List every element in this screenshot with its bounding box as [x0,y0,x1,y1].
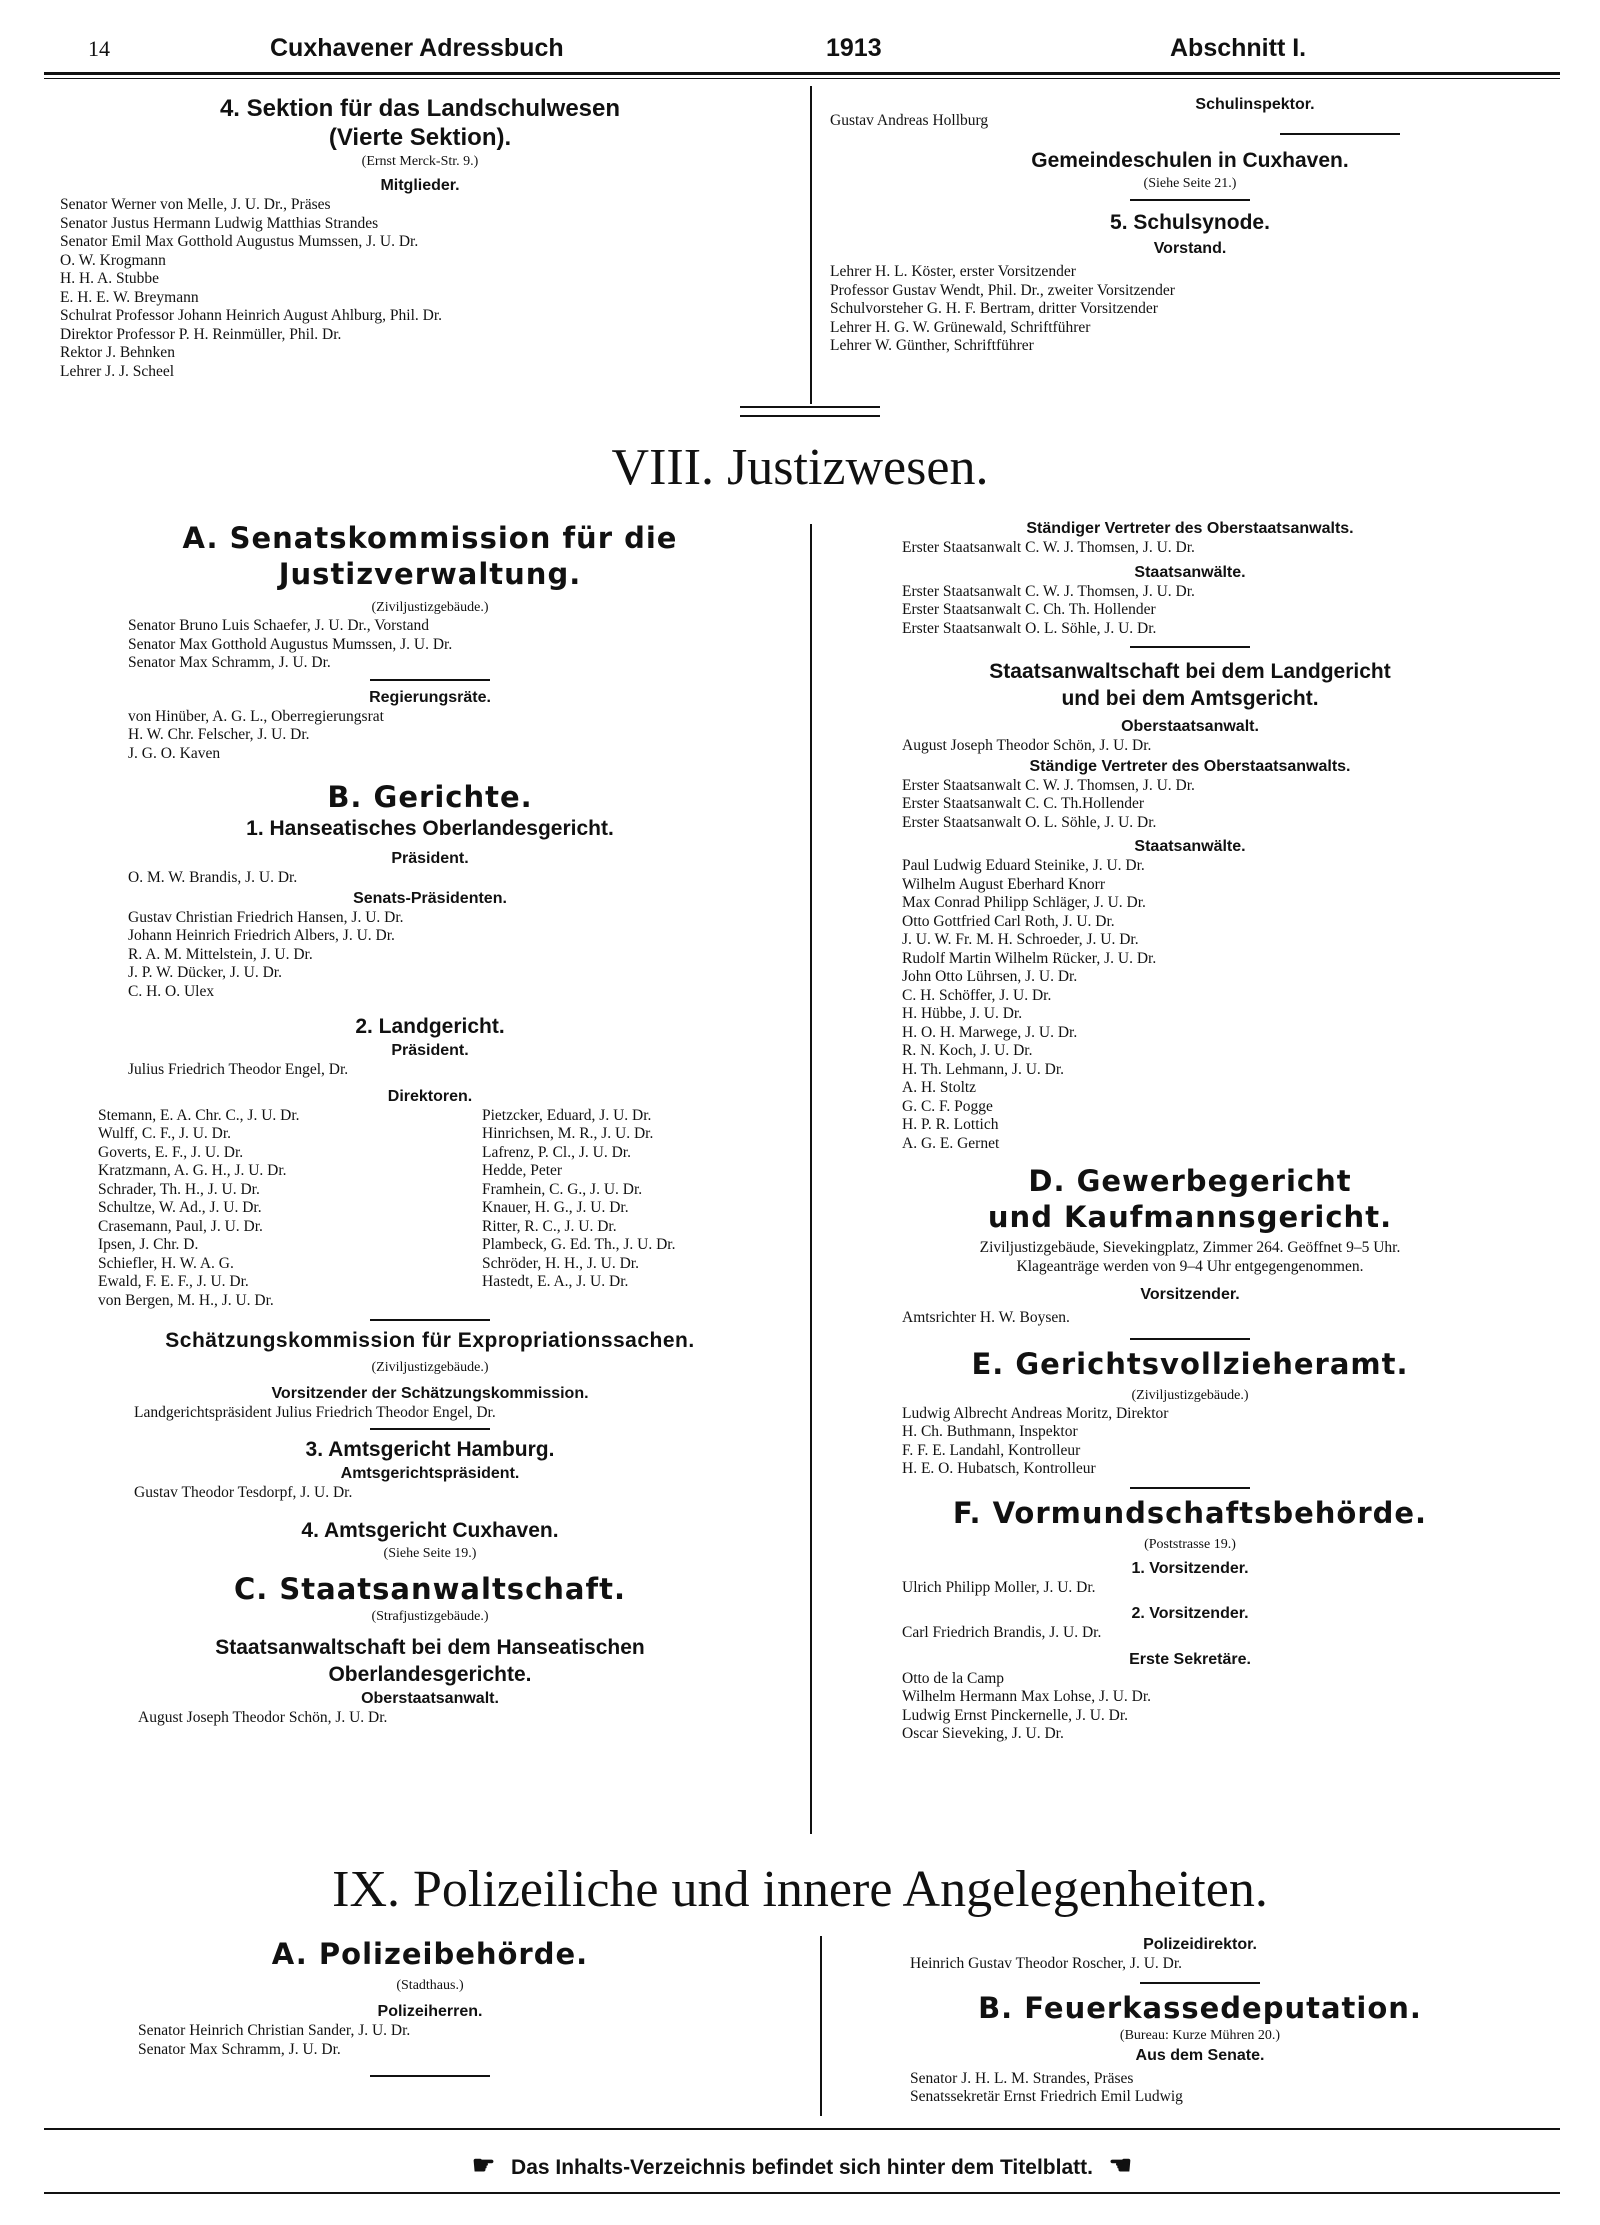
schaetzungskommission-title: Schätzungskommission für Expropriationssachen. [165,1328,695,1352]
direktor-item: Schultze, W. Ad., J. U. Dr. [98,1199,262,1216]
ix-left-column [60,1936,800,2083]
senatspraesident-item: C. H. O. Ulex [128,982,215,1000]
column-divider [810,86,812,404]
direktor-item: Hedde, Peter [482,1162,563,1179]
member-item: Schulrat Professor Johann Heinrich August Ahlburg, Phil. Dr. [60,307,443,324]
staendiger-vertreter-label: Ständiger Vertreter des Oberstaatsanwalts. [1026,520,1354,537]
column-divider [820,1936,822,2116]
polizeiherr-item: Senator Max Schramm, J. U. Dr. [138,2040,341,2058]
staatsanwalt-item: John Otto Lührsen, J. U. Dr. [902,968,1078,985]
direktor-item: Wulff, C. F., J. U. Dr. [98,1125,232,1142]
staatsanwalt-item: Erster Staatsanwalt C. Ch. Th. Hollender [902,601,1156,618]
footer-text: Das Inhalts-Verzeichnis befindet sich hinter dem Titelblatt. [511,2156,1093,2179]
senatskommission-note: (Ziviljustizgebäude.) [371,600,489,615]
vorstand-label: Vorstand. [1153,240,1227,257]
direktor-item: Ewald, F. E. F., J. U. Dr. [98,1273,249,1290]
lg-praesident: Julius Friedrich Theodor Engel, Dr. [128,1061,349,1078]
sa-olg-title: Staatsanwaltschaft bei dem Hanseatischen [215,1635,645,1659]
direktoren-label: Direktoren. [387,1087,473,1105]
direktor-item: Schiefler, H. W. A. G. [98,1254,234,1272]
vormundschaftsbehoerde-title: F. Vormundschaftsbehörde. [952,1495,1428,1530]
separator [1130,1338,1250,1340]
separator [1140,1982,1260,1984]
separator [370,2075,490,2077]
vorstand-item: Lehrer W. Günther, Schriftführer [830,337,1034,354]
sektion-4-address: (Ernst Merck-Str. 9.) [361,154,479,169]
polizeiherren-label: Polizeiherren. [377,2003,483,2020]
sekretaer-item: Oscar Sieveking, J. U. Dr. [902,1725,1064,1742]
staatsanwalt-item: Max Conrad Philipp Schläger, J. U. Dr. [902,894,1146,911]
direktor-item: Schrader, Th. H., J. U. Dr. [98,1180,260,1198]
amtsgericht-cuxhaven-title: 4. Amtsgericht Cuxhaven. [301,1518,559,1542]
schulsynode-title: 5. Schulsynode. [1110,211,1270,234]
page-footer [44,2138,1560,2188]
sekretaer-item: Ludwig Ernst Pinckernelle, J. U. Dr. [902,1706,1129,1724]
gewerbegericht-title: D. Gewerbegericht [1028,1164,1352,1198]
staatsanwalt-item: Otto Gottfried Carl Roth, J. U. Dr. [902,912,1115,930]
direktor-item: Ritter, R. C., J. U. Dr. [482,1217,617,1235]
separator [1130,646,1250,648]
footer-rule-bottom [44,2192,1560,2194]
vorsitzender-2-label: 2. Vorsitzender. [1131,1605,1249,1622]
sektion-4-subtitle: (Vierte Sektion). [328,124,512,151]
staatsanwalt-item: Paul Ludwig Eduard Steinike, J. U. Dr. [902,857,1145,874]
page-number: 14 [88,36,110,61]
staendiger-item: Erster Staatsanwalt O. L. Söhle, J. U. Dr. [902,813,1157,831]
column-divider [810,524,812,1834]
direktor-item: Lafrenz, P. Cl., J. U. Dr. [482,1143,631,1161]
polizeidirektor-label: Polizeidirektor. [1143,1936,1257,1953]
vollzieher-item: H. Ch. Buthmann, Inspektor [902,1423,1078,1440]
page-header [44,34,1560,74]
staatsanwaltschaft-title: C. Staatsanwaltschaft. [234,1571,626,1606]
schulinspektor-block [830,94,1550,356]
sekretaer-item: Wilhelm Hermann Max Lohse, J. U. Dr. [902,1688,1152,1705]
direktor-item: Framhein, C. G., J. U. Dr. [482,1180,643,1198]
vollzieher-item: F. F. E. Landahl, Kontrolleur [902,1441,1081,1459]
schaetzung-vorsitz: Landgerichtspräsident Julius Friedrich Theodor Engel, Dr. [134,1403,496,1421]
member-item: Direktor Professor P. H. Reinmüller, Phil. Dr. [60,325,342,343]
gewerbegericht-vors: Amtsrichter H. W. Boysen. [902,1309,1070,1326]
staatsanwalt-item: A. H. Stoltz [902,1079,977,1096]
amtsgericht-cuxhaven-note: (Siehe Seite 19.) [383,1545,477,1561]
separator [370,1319,490,1321]
staatsanwalt-item: C. H. Schöffer, J. U. Dr. [902,986,1052,1004]
member-item: E. H. E. W. Breymann [60,288,199,306]
lg-staendige-label: Ständige Vertreter des Oberstaatsanwalts. [1029,757,1351,775]
senatspraesident-item: J. P. W. Dücker, J. U. Dr. [128,964,282,981]
sektion-4-title: 4. Sektion für das Landschulwesen [219,95,621,122]
senatskommission-subtitle: Justizverwaltung. [278,557,582,591]
sektion-4-block [60,94,780,381]
separator [1280,133,1400,135]
viii-left-column [60,520,800,1727]
gewerbegericht-info: Ziviljustizgebäude, Sievekingplatz, Zimmer 264. Geöffnet 9–5 Uhr. [979,1239,1401,1256]
gerichtsvollzieheramt-title: E. Gerichtsvollzieheramt. [971,1346,1409,1381]
senatspraesident-item: R. A. M. Mittelstein, J. U. Dr. [128,945,313,963]
staendiger-vertreter: Erster Staatsanwalt C. W. J. Thomsen, J. U. Dr. [902,539,1195,556]
inspector-label: Schulinspektor. [1195,96,1315,113]
senatspraesident-item: Gustav Christian Friedrich Hansen, J. U. Dr. [128,908,404,926]
staatsanwalt-item: Erster Staatsanwalt C. W. J. Thomsen, J. U. Dr. [902,582,1195,600]
staendiger-item: Erster Staatsanwalt C. C. Th.Hollender [902,795,1145,812]
vollzieher-item: Ludwig Albrecht Andreas Moritz, Direktor [902,1404,1169,1422]
viii-right-column [830,518,1550,1744]
amtsgerichtspraesident: Gustav Theodor Tesdorpf, J. U. Dr. [134,1484,353,1501]
regierungsraete-label: Regierungsräte. [369,688,491,706]
pointing-hand-left-icon: ☚ [1108,2150,1133,2180]
direktor-item: Knauer, H. G., J. U. Dr. [482,1199,629,1216]
footer-rule [44,2128,1560,2130]
header-rule [44,72,1560,75]
vorsitzender-1-label: 1. Vorsitzender. [1131,1559,1249,1577]
schaetzung-vorsitz-label: Vorsitzender der Schätzungskommission. [271,1384,589,1402]
staatsanwalt-item: H. Th. Lehmann, J. U. Dr. [902,1060,1065,1078]
lg-praesident-label: Präsident. [391,1042,469,1059]
ix-right-column [840,1934,1560,2107]
amtsgerichtspraesident-label: Amtsgerichtspräsident. [340,1465,520,1482]
direktor-item: Schröder, H. H., J. U. Dr. [482,1254,639,1272]
vorstand-item: Professor Gustav Wendt, Phil. Dr., zweiter Vorsitzender [830,281,1175,299]
senat-item: Senatssekretär Ernst Friedrich Emil Ludwig [910,2088,1183,2105]
direktor-item: Stemann, E. A. Chr. C., J. U. Dr. [98,1106,300,1124]
feuerkassedeputation-title: B. Feuerkassedeputation. [978,1990,1422,2025]
separator [370,1428,490,1430]
staatsanwalt-item: H. P. R. Lottich [902,1116,999,1133]
book-title: Cuxhavener Adressbuch [270,34,564,62]
section-viii-title: VIII. Justizwesen. [611,439,989,496]
landgericht-title: 2. Landgericht. [355,1015,505,1038]
sekretaere-label: Erste Sekretäre. [1129,1650,1251,1668]
regierungsrat-item: H. W. Chr. Felscher, J. U. Dr. [128,726,310,743]
staatsanwalt-item: Wilhelm August Eberhard Knorr [902,875,1105,893]
feuerkassedeputation-note: (Bureau: Kurze Mühren 20.) [1119,2027,1281,2043]
separator [1130,199,1250,201]
staatsanwaltschaft-note: (Strafjustizgebäude.) [371,1608,489,1624]
amtsgericht-hamburg-title: 3. Amtsgericht Hamburg. [305,1438,555,1461]
polizeibehoerde-note: (Stadthaus.) [396,1978,464,1993]
senatskommission-title: A. Senatskommission für die [182,521,678,555]
oberstaatsanwalt-label: Oberstaatsanwalt. [361,1689,499,1707]
sa-landgericht-subtitle: und bei dem Amtsgericht. [1061,687,1319,710]
staatsanwalt-item: Rudolf Martin Wilhelm Rücker, J. U. Dr. [902,949,1157,967]
direktor-item: Plambeck, G. Ed. Th., J. U. Dr. [482,1236,676,1253]
gewerbegericht-vors-label: Vorsitzender. [1140,1286,1240,1303]
vorstand-item: Lehrer H. G. W. Grünewald, Schriftführer [830,318,1091,336]
direktor-item: von Bergen, M. H., J. U. Dr. [98,1291,274,1309]
member-item: Senator Max Schramm, J. U. Dr. [128,654,331,671]
direktor-item: Pietzcker, Eduard, J. U. Dr. [482,1106,652,1124]
senatspraesident-item: Johann Heinrich Friedrich Albers, J. U. Dr. [128,927,395,944]
gemeindeschulen-title: Gemeindeschulen in Cuxhaven. [1031,149,1349,172]
oberlandesgericht-title: 1. Hanseatisches Oberlandesgericht. [246,817,614,840]
separator [1130,1487,1250,1489]
olg-praesident: O. M. W. Brandis, J. U. Dr. [128,869,298,886]
oberstaatsanwalt: August Joseph Theodor Schön, J. U. Dr. [138,1708,388,1726]
inspector-name: Gustav Andreas Hollburg [830,112,989,129]
staendiger-item: Erster Staatsanwalt C. W. J. Thomsen, J. U. Dr. [902,776,1195,794]
section-label: Abschnitt I. [1170,34,1307,62]
senat-label: Aus dem Senate. [1135,2046,1265,2064]
gewerbegericht-hours: Klageanträge werden von 9–4 Uhr entgegengenommen. [1016,1257,1364,1275]
section-ix-title: IX. Polizeiliche und innere Angelegenheiten. [332,1861,1268,1918]
member-item: Rektor J. Behnken [60,344,175,361]
regierungsrat-item: von Hinüber, A. G. L., Oberregierungsrat [128,707,384,725]
schaetzungskommission-note: (Ziviljustizgebäude.) [371,1359,489,1375]
staatsanwaelte-label: Staatsanwälte. [1134,563,1246,581]
members-label: Mitglieder. [380,177,460,194]
member-item: Senator Werner von Melle, J. U. Dr., Präses [60,196,331,213]
direktoren-list [60,1107,800,1315]
gemeindeschulen-note: (Siehe Seite 21.) [1143,176,1237,191]
member-item: Senator Bruno Luis Schaefer, J. U. Dr., Vorstand [128,617,430,634]
gerichtsvollzieheramt-note: (Ziviljustizgebäude.) [1131,1387,1249,1403]
direktor-item: Kratzmann, A. G. H., J. U. Dr. [98,1162,287,1179]
staatsanwalt-item: A. G. E. Gernet [902,1134,1000,1152]
vorstand-item: Schulvorsteher G. H. F. Bertram, dritter Vorsitzender [830,300,1158,317]
vorstand-item: Lehrer H. L. Köster, erster Vorsitzender [830,263,1076,280]
senat-item: Senator J. H. L. M. Strandes, Präses [910,2069,1134,2087]
member-item: H. H. A. Stubbe [60,270,160,287]
staatsanwalt-item: R. N. Koch, J. U. Dr. [902,1042,1033,1059]
lg-staatsanwaelte-label: Staatsanwälte. [1134,838,1246,855]
staatsanwalt-item: H. O. H. Marwege, J. U. Dr. [902,1023,1078,1041]
lg-oberstaatsanwalt: August Joseph Theodor Schön, J. U. Dr. [902,737,1152,754]
lg-oberstaatsanwalt-label: Oberstaatsanwalt. [1121,718,1259,735]
polizeiherr-item: Senator Heinrich Christian Sander, J. U. Dr. [138,2022,411,2039]
header-rule-thin [44,78,1560,79]
staatsanwalt-item: G. C. F. Pogge [902,1097,993,1115]
vorsitzender-1: Ulrich Philipp Moller, J. U. Dr. [902,1578,1096,1596]
section-divider [740,406,880,417]
footer-line [44,2150,1560,2181]
direktor-item: Crasemann, Paul, J. U. Dr. [98,1217,263,1235]
member-item: Lehrer J. J. Scheel [60,362,175,380]
year: 1913 [826,34,882,62]
sekretaer-item: Otto de la Camp [902,1669,1005,1687]
olg-praesident-label: Präsident. [391,850,469,867]
gerichte-title: B. Gerichte. [327,780,533,814]
separator [370,679,490,681]
direktor-item: Hinrichsen, M. R., J. U. Dr. [482,1125,654,1142]
direktor-item: Goverts, E. F., J. U. Dr. [98,1143,244,1161]
regierungsrat-item: J. G. O. Kaven [128,744,221,762]
polizeidirektor: Heinrich Gustav Theodor Roscher, J. U. Dr. [910,1955,1183,1972]
staatsanwalt-item: J. U. W. Fr. M. H. Schroeder, J. U. Dr. [902,931,1139,948]
member-item: Senator Justus Hermann Ludwig Matthias Strandes [60,214,379,232]
vormundschaftsbehoerde-note: (Poststrasse 19.) [1144,1536,1236,1552]
direktor-item: Ipsen, J. Chr. D. [98,1236,199,1253]
direktor-item: Hastedt, E. A., J. U. Dr. [482,1273,629,1290]
kaufmannsgericht-title: und Kaufmannsgericht. [987,1200,1393,1234]
member-item: Senator Emil Max Gotthold Augustus Mumssen, J. U. Dr. [60,233,419,250]
member-item: O. W. Krogmann [60,251,166,269]
pointing-hand-right-icon: ☛ [471,2150,496,2180]
vorsitzender-2: Carl Friedrich Brandis, J. U. Dr. [902,1624,1102,1641]
polizeibehoerde-title: A. Polizeibehörde. [271,1937,589,1971]
staatsanwalt-item: Erster Staatsanwalt O. L. Söhle, J. U. Dr. [902,619,1157,637]
sa-olg-subtitle: Oberlandesgerichte. [328,1662,532,1686]
sa-landgericht-title: Staatsanwaltschaft bei dem Landgericht [989,660,1391,683]
vollzieher-item: H. E. O. Hubatsch, Kontrolleur [902,1460,1096,1477]
senatspraesidenten-label: Senats-Präsidenten. [353,889,507,907]
staatsanwalt-item: H. Hübbe, J. U. Dr. [902,1005,1023,1022]
member-item: Senator Max Gotthold Augustus Mumssen, J. U. Dr. [128,635,453,653]
